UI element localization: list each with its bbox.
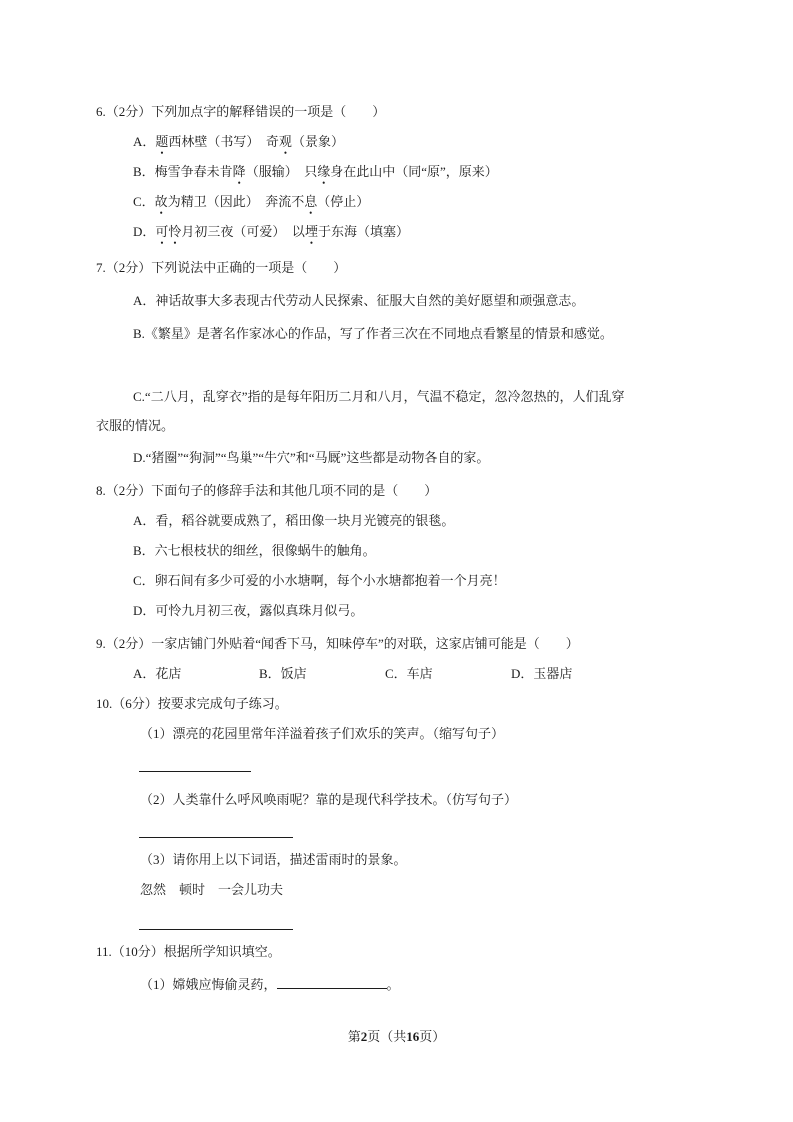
text-segment: （1）漂亮的花园里常年洋溢着孩子们欢乐的笑声。（缩写句子）	[140, 726, 505, 741]
page-footer	[0, 1028, 793, 1046]
text-segment: 7.（2分）下列说法中正确的一项是（ ）	[96, 260, 347, 275]
text-segment: 忽然 顿时 一会儿功夫	[140, 882, 284, 897]
text-segment: B．六七根枝状的细丝，很像蜗牛的触角。	[133, 543, 376, 558]
emphasized-char: 故	[154, 194, 168, 209]
answer-blank-line	[139, 914, 293, 930]
text-segment: 于东海（填塞）	[317, 224, 409, 239]
text-segment: 为精卫（因此） 奔流不	[167, 194, 305, 209]
text-segment: D．	[133, 224, 156, 239]
option-choice: B．饭店	[259, 666, 307, 681]
text-segment: C.“二八月，乱穿衣”指的是每年阳历二月和八月，气温不稳定，忽冷忽热的，人们乱穿衣服的情况。	[96, 389, 625, 433]
question-7-option-b	[0, 319, 793, 349]
emphasized-char: 观	[278, 134, 292, 149]
emphasized-char: 题	[155, 134, 169, 149]
question-10-part-1	[0, 719, 793, 749]
text-segment: 11.（10分）根据所学知识填空。	[96, 944, 281, 959]
text-segment: 月初三夜（可爱） 以	[181, 224, 305, 239]
text-segment: D.“猪圈”“狗洞”“鸟巢”“牛穴”和“马厩”这些都是动物各自的家。	[133, 450, 490, 465]
question-7-option-d	[0, 443, 793, 473]
question-8	[0, 476, 793, 506]
question-6-option-c	[0, 187, 793, 217]
text-segment: （2）人类靠什么呼风唤雨呢？靠的是现代科学技术。（仿写句子）	[140, 792, 518, 807]
text-segment: 西林壁（书写） 奇	[168, 134, 279, 149]
answer-blank-10-3	[139, 911, 793, 927]
emphasized-char: 堙	[304, 224, 318, 239]
answer-blank-10-1	[139, 753, 793, 769]
emphasized-char: 息	[304, 194, 318, 209]
text-segment: 。	[386, 977, 400, 992]
text-segment: B.《繁星》是著名作家冰心的作品，写了作者三次在不同地点看繁星的情景和感觉。	[133, 326, 613, 341]
footer-text: 页（共	[367, 1029, 407, 1044]
text-segment: 10.（6分）按要求完成句子练习。	[96, 696, 288, 711]
option-choice: A．花店	[133, 666, 182, 681]
question-6-option-d	[0, 217, 793, 247]
text-segment: C．	[133, 194, 155, 209]
question-6	[0, 97, 793, 127]
question-11-part-1	[0, 970, 793, 1000]
question-8-option-b	[0, 536, 793, 566]
question-7-option-a	[0, 286, 793, 316]
text-segment: 身在此山中（同“原”，原来）	[330, 164, 498, 179]
question-8-option-d	[0, 596, 793, 626]
option-choice: C．车店	[385, 666, 433, 681]
question-9	[0, 629, 793, 659]
text-segment: 8.（2分）下面句子的修辞手法和其他几项不同的是（ ）	[96, 483, 438, 498]
text-segment: （景象）	[291, 134, 344, 149]
text-segment: A．看，稻谷就要成熟了，稻田像一块月光镀亮的银毯。	[133, 513, 455, 528]
answer-blank-line	[139, 822, 293, 838]
text-segment: A．	[133, 134, 156, 149]
text-segment: A．神话故事大多表现古代劳动人民探索、征服大自然的美好愿望和顽强意志。	[133, 293, 585, 308]
question-6-option-a	[0, 127, 793, 157]
question-10	[0, 689, 793, 719]
question-7-option-c	[96, 382, 636, 440]
emphasized-char: 怜	[168, 224, 182, 239]
text-segment: （停止）	[317, 194, 370, 209]
emphasized-char: 降	[232, 164, 246, 179]
answer-blank-10-2	[139, 819, 793, 835]
question-6-option-b	[0, 157, 793, 187]
question-10-part-3-words	[0, 875, 793, 905]
text-segment: （1）嫦娥应悔偷灵药，	[140, 977, 277, 992]
footer-text: 第	[347, 1029, 361, 1044]
question-11	[0, 937, 793, 967]
emphasized-char: 缘	[317, 164, 331, 179]
answer-blank-line	[139, 756, 251, 772]
answer-blank-inline	[277, 974, 387, 989]
footer-text: 页）	[419, 1029, 446, 1044]
text-segment: B．梅雪争春未肯	[133, 164, 233, 179]
option-choice: D．玉器店	[511, 666, 573, 681]
text-segment: （服输） 只	[245, 164, 318, 179]
question-10-part-3	[0, 845, 793, 875]
text-segment: C．卵石间有多少可爱的小水塘啊，每个小水塘都抱着一个月亮！	[133, 573, 506, 588]
page-number: 16	[406, 1029, 420, 1044]
question-10-part-2	[0, 785, 793, 815]
text-segment: D．可怜九月初三夜，露似真珠月似弓。	[133, 603, 364, 618]
question-7	[0, 253, 793, 283]
text-segment: 9.（2分）一家店铺门外贴着“闻香下马，知味停车”的对联，这家店铺可能是（ ）	[96, 636, 579, 651]
text-segment: 6.（2分）下列加点字的解释错误的一项是（ ）	[96, 104, 386, 119]
emphasized-char: 可	[155, 224, 169, 239]
page-number: 2	[360, 1029, 368, 1044]
question-9-options	[0, 659, 793, 689]
question-8-option-a	[0, 506, 793, 536]
question-8-option-c	[0, 566, 793, 596]
text-segment: （3）请你用上以下词语，描述雷雨时的景象。	[140, 852, 407, 867]
